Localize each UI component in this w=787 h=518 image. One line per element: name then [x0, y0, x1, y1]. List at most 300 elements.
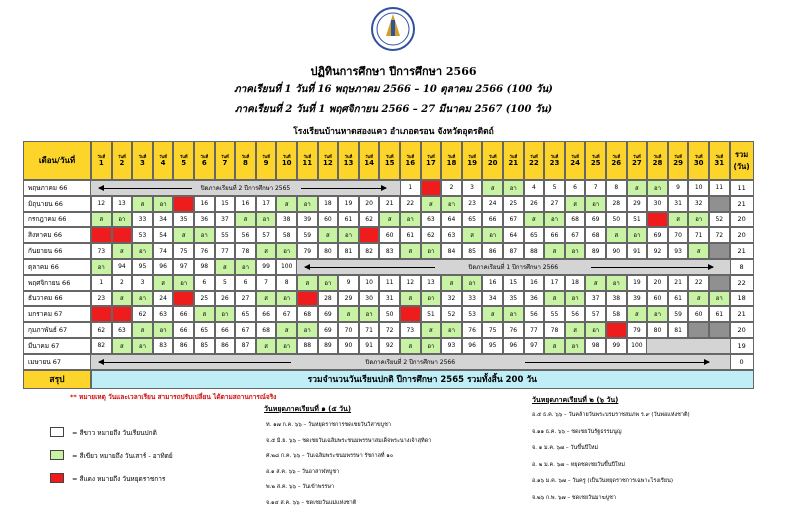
day-cell: 68: [585, 227, 606, 243]
day-cell: ส: [627, 306, 648, 322]
day-header: [627, 141, 648, 180]
day-prefix: วันที่: [385, 154, 394, 159]
day-number: 29: [673, 159, 683, 167]
day-cell: 79: [297, 243, 318, 259]
day-cell: 2: [441, 180, 462, 196]
day-cell: 72: [379, 322, 400, 338]
day-cell: 18: [565, 275, 586, 291]
day-cell: [91, 306, 112, 322]
day-cell: ส: [256, 338, 277, 354]
day-prefix: วันที่: [118, 154, 126, 159]
day-prefix: วันที่: [241, 154, 250, 159]
day-cell: 7: [585, 180, 606, 196]
day-cell: 4: [524, 180, 545, 196]
day-cell: 54: [153, 227, 174, 243]
month-label: มีนาคม 67: [23, 338, 91, 354]
day-cell: 61: [668, 291, 689, 307]
day-prefix: วันที่: [159, 154, 167, 159]
day-cell: [709, 322, 730, 338]
day-cell: 62: [132, 306, 153, 322]
day-cell: 10: [359, 275, 380, 291]
day-header: [606, 141, 627, 180]
day-cell: 5: [544, 180, 565, 196]
day-cell: อา: [482, 227, 503, 243]
day-cell: 85: [194, 338, 215, 354]
day-cell: 2: [112, 275, 133, 291]
day-header: [441, 141, 462, 180]
month-total: 20: [730, 212, 754, 228]
day-cell: 8: [606, 180, 627, 196]
day-number: 5: [181, 159, 187, 167]
day-cell: 65: [235, 306, 256, 322]
left-arrow-icon: [99, 362, 291, 363]
closed-period-label: ปิดภาคเรียนที่ 1 ปีการศึกษา 2566: [466, 262, 562, 272]
day-cell: 68: [565, 212, 586, 228]
day-cell: อา: [318, 275, 339, 291]
term2-dates: ภาคเรียนที่ 2 วันที่ 1 พฤศจิกายน 2566 – 27 มีนาคม 2567 (100 วัน): [234, 104, 553, 115]
day-number: 3: [140, 159, 145, 167]
day-cell: 20: [359, 196, 380, 212]
day-cell: 92: [647, 243, 668, 259]
day-cell: 31: [668, 196, 689, 212]
month-total: 8: [730, 259, 754, 275]
corner-header: เดือน/วันที่: [23, 141, 91, 180]
day-header: [585, 141, 606, 180]
day-cell: 64: [503, 227, 524, 243]
day-cell: ส: [482, 306, 503, 322]
day-header: [482, 141, 503, 180]
day-cell: [91, 227, 112, 243]
day-cell: 60: [379, 227, 400, 243]
day-cell: 30: [359, 291, 380, 307]
day-cell: อา: [627, 227, 648, 243]
day-cell: ส: [276, 196, 297, 212]
day-number: 30: [693, 159, 704, 167]
day-cell: 15: [215, 196, 236, 212]
month-total: 19: [730, 338, 754, 354]
day-cell: ส: [132, 196, 153, 212]
day-cell: 91: [627, 243, 648, 259]
day-header: [318, 141, 339, 180]
day-cell: 28: [606, 196, 627, 212]
day-cell: 68: [256, 322, 277, 338]
day-cell: 66: [544, 227, 565, 243]
month-total: 21: [730, 306, 754, 322]
day-cell: 69: [585, 212, 606, 228]
day-cell: 12: [91, 196, 112, 212]
day-header: [688, 141, 709, 180]
day-cell: ส: [421, 322, 442, 338]
day-cell: [688, 322, 709, 338]
day-cell: 5: [215, 275, 236, 291]
day-cell: อา: [565, 291, 586, 307]
day-cell: 3: [462, 180, 483, 196]
day-prefix: วันที่: [653, 154, 662, 159]
day-cell: 1: [91, 275, 112, 291]
day-header: [215, 141, 236, 180]
day-cell: 11: [379, 275, 400, 291]
day-cell: 63: [441, 227, 462, 243]
day-cell: 22: [400, 196, 421, 212]
day-cell: [173, 291, 194, 307]
day-cell: อา: [709, 291, 730, 307]
day-cell: 99: [256, 259, 277, 275]
day-cell: 17: [256, 196, 277, 212]
term2-holidays-heading: วันหยุดภาคเรียนที่ ๒ (๖ วัน): [532, 396, 619, 404]
day-header: [647, 141, 668, 180]
day-cell: 56: [565, 306, 586, 322]
month-label: ตุลาคม 66: [23, 259, 91, 275]
day-number: 27: [632, 159, 642, 167]
holiday-item: จ.๑๑ ธ.ค. ๖๖ – ชดเชยวันรัฐธรรมนูญ: [532, 428, 622, 435]
day-prefix: วันที่: [262, 154, 270, 159]
day-cell: 9: [338, 275, 359, 291]
day-cell: 76: [503, 322, 524, 338]
day-cell: อา: [256, 212, 277, 228]
day-cell: 81: [338, 243, 359, 259]
day-cell: 89: [585, 243, 606, 259]
day-cell: 15: [503, 275, 524, 291]
day-cell: [400, 306, 421, 322]
day-cell: [421, 180, 442, 196]
day-cell: 66: [215, 322, 236, 338]
day-cell: 13: [112, 196, 133, 212]
day-cell: ส: [235, 212, 256, 228]
day-prefix: วันที่: [97, 154, 106, 159]
day-cell: อา: [132, 338, 153, 354]
day-number: 9: [263, 159, 269, 167]
day-cell: 53: [132, 227, 153, 243]
day-cell: 25: [194, 291, 215, 307]
day-cell: ส: [524, 212, 545, 228]
day-cell: 72: [709, 227, 730, 243]
day-cell: ส: [565, 196, 586, 212]
day-cell: 82: [91, 338, 112, 354]
day-cell: อา: [606, 275, 627, 291]
day-cell: 60: [647, 291, 668, 307]
month-label: เมษายน 67: [23, 354, 91, 370]
day-cell: ส: [132, 322, 153, 338]
day-header: [338, 141, 359, 180]
day-prefix: วันที่: [633, 154, 641, 159]
day-cell: 95: [132, 259, 153, 275]
day-cell: อา: [688, 212, 709, 228]
day-cell: 61: [709, 306, 730, 322]
day-cell: อา: [297, 196, 318, 212]
day-cell: อา: [565, 243, 586, 259]
day-prefix: วันที่: [571, 154, 579, 159]
day-cell: ส: [400, 291, 421, 307]
day-cell: ส: [91, 212, 112, 228]
day-cell: 56: [524, 306, 545, 322]
day-cell: 39: [297, 212, 318, 228]
day-number: 20: [487, 159, 498, 167]
day-cell: ส: [112, 243, 133, 259]
day-header: [112, 141, 133, 180]
day-cell: 98: [194, 259, 215, 275]
day-number: 8: [243, 159, 248, 167]
legend-swatch: [50, 427, 64, 437]
day-cell: ส: [112, 291, 133, 307]
day-prefix: วันที่: [468, 154, 476, 159]
day-cell: 28: [318, 291, 339, 307]
day-cell: 34: [482, 291, 503, 307]
day-cell: 66: [256, 306, 277, 322]
day-number: 6: [201, 159, 207, 167]
month-label: ธันวาคม 66: [23, 291, 91, 307]
holiday-item: อ.๕ ธ.ค. ๖๖ – วันคล้ายวันพระบรมราชสมภพ ร.๙ (วันพ่อแห่งชาติ): [532, 412, 690, 418]
day-cell: 27: [235, 291, 256, 307]
day-cell: 62: [359, 212, 380, 228]
day-cell: 94: [112, 259, 133, 275]
day-cell: ส: [544, 338, 565, 354]
day-cell: ส: [256, 291, 277, 307]
day-header: [709, 141, 730, 180]
day-header: [544, 141, 565, 180]
day-cell: 66: [482, 212, 503, 228]
day-cell: 59: [297, 227, 318, 243]
day-cell: 98: [585, 338, 606, 354]
holiday-item: จ.๒๖ ก.พ. ๖๗ – ชดเชยวันมาฆบูชา: [532, 494, 617, 501]
day-cell: 96: [153, 259, 174, 275]
day-prefix: วันที่: [427, 154, 435, 159]
day-cell: 57: [256, 227, 277, 243]
day-cell: 29: [627, 196, 648, 212]
month-total: 11: [730, 180, 754, 196]
day-header: [256, 141, 277, 180]
month-label: พฤศจิกายน 66: [23, 275, 91, 291]
day-cell: 71: [359, 322, 380, 338]
month-label: สิงหาคม 66: [23, 227, 91, 243]
day-cell: อา: [565, 338, 586, 354]
day-cell: 67: [503, 212, 524, 228]
day-number: 16: [405, 159, 416, 167]
day-cell: อา: [276, 291, 297, 307]
month-total: 0: [730, 354, 754, 370]
day-header: [668, 141, 689, 180]
day-cell: 31: [379, 291, 400, 307]
day-cell: 25: [503, 196, 524, 212]
day-cell: 86: [482, 243, 503, 259]
day-cell: อา: [400, 212, 421, 228]
day-cell: 86: [215, 338, 236, 354]
day-cell: 59: [668, 306, 689, 322]
day-cell: 69: [318, 322, 339, 338]
day-cell: 90: [338, 338, 359, 354]
day-cell: 38: [606, 291, 627, 307]
day-cell: 96: [462, 338, 483, 354]
day-cell: [297, 291, 318, 307]
day-cell: 83: [153, 338, 174, 354]
day-cell: ส: [565, 322, 586, 338]
day-cell: 95: [482, 338, 503, 354]
day-cell: ส: [421, 196, 442, 212]
day-header: [91, 141, 112, 180]
day-cell: 66: [173, 322, 194, 338]
day-cell: 63: [112, 322, 133, 338]
school-name: โรงเรียนบ้านหาดสองแคว อำเภอตรอน จังหวัดอุตรดิตถ์: [293, 127, 494, 137]
day-cell: 6: [565, 180, 586, 196]
day-number: 24: [570, 159, 580, 167]
right-arrow-icon: [591, 267, 713, 268]
day-cell: 19: [627, 275, 648, 291]
day-cell: [112, 306, 133, 322]
day-cell: 67: [235, 322, 256, 338]
day-cell: อา: [215, 306, 236, 322]
day-cell: 83: [379, 243, 400, 259]
day-prefix: วันที่: [674, 154, 682, 159]
day-cell: 66: [173, 306, 194, 322]
day-cell: 96: [503, 338, 524, 354]
day-prefix: วันที่: [200, 154, 209, 159]
day-cell: 77: [524, 322, 545, 338]
day-cell: 99: [606, 338, 627, 354]
right-arrow-icon: [301, 188, 386, 189]
calendar-title: ปฏิทินการศึกษา ปีการศึกษา 2566: [310, 65, 477, 78]
day-cell: 27: [544, 196, 565, 212]
day-cell: 97: [524, 338, 545, 354]
day-cell: อา: [276, 243, 297, 259]
month-total: 18: [730, 291, 754, 307]
day-cell: ส: [544, 243, 565, 259]
day-cell: 55: [544, 306, 565, 322]
school-logo: [370, 6, 416, 52]
day-cell: 88: [297, 338, 318, 354]
day-cell: 37: [215, 212, 236, 228]
legend-text: = สีเขียว หมายถึง วันเสาร์ - อาทิตย์: [72, 452, 173, 460]
day-cell: 89: [318, 338, 339, 354]
day-prefix: วันที่: [715, 154, 724, 159]
day-cell: 16: [194, 196, 215, 212]
day-cell: 92: [379, 338, 400, 354]
summary-text: รวมจำนวนวันเรียนปกติ ปีการศึกษา 2565 รวมทั้งสิ้น 200 วัน: [91, 370, 754, 389]
month-label: พฤษภาคม 66: [23, 180, 91, 196]
day-cell: อา: [91, 259, 112, 275]
day-cell: 74: [153, 243, 174, 259]
day-cell: 33: [132, 212, 153, 228]
day-cell: อา: [153, 322, 174, 338]
day-cell: 100: [276, 259, 297, 275]
day-cell: อา: [112, 212, 133, 228]
day-cell: 88: [524, 243, 545, 259]
day-cell: 32: [688, 196, 709, 212]
day-number: 25: [590, 159, 601, 167]
holiday-item: อ.๑ ส.ค. ๖๖ – วันอาสาฬหบูชา: [266, 468, 340, 475]
day-cell: อา: [503, 180, 524, 196]
left-arrow-icon: [99, 188, 192, 189]
day-header: [276, 141, 297, 180]
day-cell: 81: [668, 322, 689, 338]
day-prefix: วันที่: [179, 154, 188, 159]
day-cell: [709, 243, 730, 259]
day-cell: 35: [173, 212, 194, 228]
day-cell: [173, 196, 194, 212]
day-header: [524, 141, 545, 180]
day-cell: 80: [318, 243, 339, 259]
day-cell: 82: [359, 243, 380, 259]
day-cell: ส: [256, 243, 277, 259]
day-cell: 17: [544, 275, 565, 291]
day-cell: 63: [153, 306, 174, 322]
day-cell: 51: [421, 306, 442, 322]
day-cell: อา: [421, 243, 442, 259]
day-cell: 6: [235, 275, 256, 291]
day-header: [359, 141, 380, 180]
day-number: 17: [426, 159, 436, 167]
month-total: 20: [730, 322, 754, 338]
day-header: [379, 141, 400, 180]
day-cell: อา: [441, 196, 462, 212]
day-cell: 65: [462, 212, 483, 228]
day-prefix: วันที่: [591, 154, 600, 159]
day-header: [565, 141, 586, 180]
holiday-item: จ.๕ มิ.ย. ๖๖ – ชดเชยวันเฉลิมพระชนมพรรษาสมเด็จพระนางเจ้าสุทิดา: [266, 437, 432, 444]
day-cell: 93: [441, 338, 462, 354]
day-cell: 18: [318, 196, 339, 212]
day-cell: อา: [297, 322, 318, 338]
holiday-item: อ. ๒ ม.ค. ๖๗ – หยุดชดเชยวันขึ้นปีใหม่: [532, 461, 625, 468]
day-cell: ส: [462, 227, 483, 243]
day-number: 11: [302, 159, 313, 167]
day-cell: 52: [441, 306, 462, 322]
legend-text: = สีแดง หมายถึง วันหยุดราชการ: [72, 475, 166, 483]
month-total: 21: [730, 196, 754, 212]
day-cell: 78: [235, 243, 256, 259]
day-cell: อา: [153, 196, 174, 212]
day-cell: 24: [153, 291, 174, 307]
day-number: 21: [508, 159, 519, 167]
day-cell: ส: [400, 243, 421, 259]
day-prefix: วันที่: [324, 154, 332, 159]
day-cell: ส: [153, 275, 174, 291]
legend-swatch: [50, 473, 64, 483]
day-number: 12: [323, 159, 333, 167]
day-prefix: วันที่: [138, 154, 147, 159]
day-cell: 20: [647, 275, 668, 291]
day-cell: 10: [688, 180, 709, 196]
total-label: รวม: [735, 149, 749, 159]
day-cell: 53: [462, 306, 483, 322]
day-header: [400, 141, 421, 180]
day-cell: อา: [194, 227, 215, 243]
day-cell: 65: [194, 322, 215, 338]
day-cell: 97: [173, 259, 194, 275]
left-arrow-icon: [305, 267, 435, 268]
day-cell: 8: [276, 275, 297, 291]
month-label: กรกฎาคม 66: [23, 212, 91, 228]
day-cell: 77: [215, 243, 236, 259]
day-cell: 68: [297, 306, 318, 322]
day-cell: [359, 227, 380, 243]
day-cell: 64: [441, 212, 462, 228]
day-cell: 100: [627, 338, 648, 354]
day-cell: 7: [256, 275, 277, 291]
holiday-item: ท. ๑๗ ก.ค. ๖๖ – วันหยุดราชการชดเชยวันวิสาขบูชา: [266, 422, 391, 428]
day-cell: 11: [709, 180, 730, 196]
day-cell: 21: [379, 196, 400, 212]
day-prefix: วันที่: [509, 154, 518, 159]
day-cell: 50: [379, 306, 400, 322]
day-cell: ส: [627, 180, 648, 196]
month-label: มกราคม 67: [23, 306, 91, 322]
day-cell: 87: [235, 338, 256, 354]
day-cell: ส: [112, 338, 133, 354]
day-cell: [112, 227, 133, 243]
day-cell: 65: [524, 227, 545, 243]
day-number: 22: [529, 159, 539, 167]
day-cell: ส: [688, 243, 709, 259]
day-cell: 16: [482, 275, 503, 291]
